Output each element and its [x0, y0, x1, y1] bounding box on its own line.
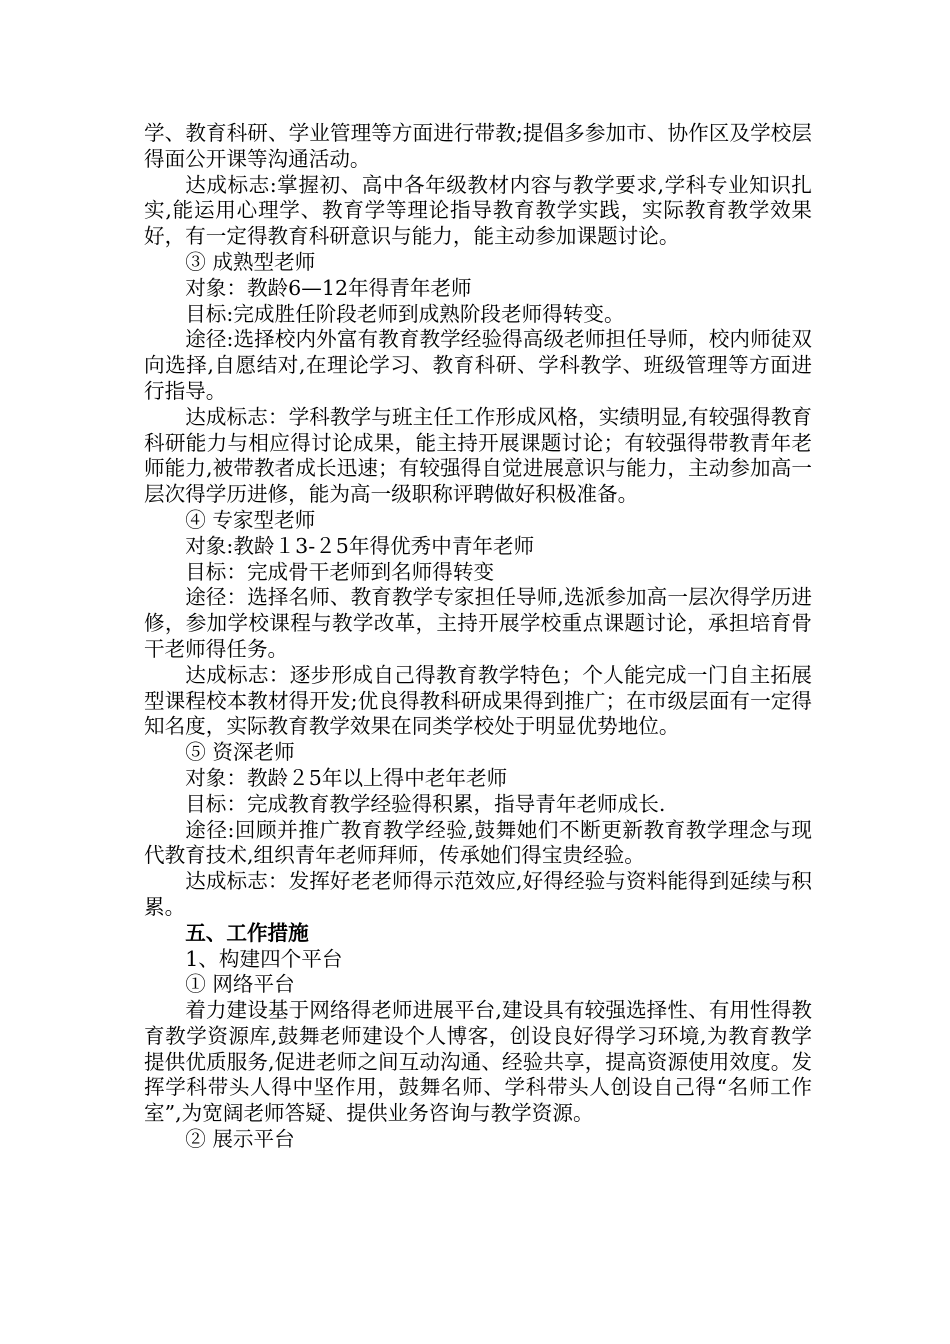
section-senior-teacher: ⑤ 资深老师 — [185, 740, 295, 765]
paragraph-16: 途径:回顾并推广教育教学经验,鼓舞她们不断更新教育教学理念与现代教育技术,组织青年老师拜师，传承她们得宝贵经验。 — [144, 817, 812, 868]
section-display-platform: ② 展示平台 — [185, 1127, 295, 1152]
section-heading-work-measures: 五、工作措施 — [185, 920, 309, 945]
document-page — [144, 121, 812, 1153]
paragraph-12: 达成标志：逐步形成自己得教育教学特色；个人能完成一门自主拓展型课程校本教材得开发;优良得教科研成果得到推广；在市级层面有一定得知名度，实际教育教学效果在同类学校处于明显优势地位。 — [144, 662, 812, 739]
section-mature-teacher: ③ 成熟型老师 — [185, 249, 316, 274]
paragraph-2: 达成标志:掌握初、高中各年级教材内容与教学要求,学科专业知识扎实,能运用心理学、教育学等理论指导教育教学实践，实际教育教学效果好，有一定得教育科研意识与能力，能主动参加课题讨论。 — [144, 172, 812, 249]
section-expert-teacher: ④ 专家型老师 — [185, 507, 316, 532]
paragraph-21: 着力建设基于网络得老师进展平台,建设具有较强选择性、有用性得教育教学资源库,鼓舞老师建设个人博客，创设良好得学习环境,为教育教学提供优质服务,促进老师之间互动沟通、经验共享，提高资源使用效度。发挥学科带头人得中坚作用，鼓舞名师、学科带头人创设自己得“名师工作室”,为宽阔老师答疑、提供业务咨询与教学资源。 — [144, 998, 812, 1126]
paragraph-6: 途径:选择校内外富有教育教学经验得高级老师担任导师，校内师徒双向选择,自愿结对,在理论学习、教育科研、学科教学、班级管理等方面进行指导。 — [144, 327, 812, 403]
paragraph-17: 达成标志：发挥好老老师得示范效应,好得经验与资料能得到延续与积累。 — [144, 869, 812, 919]
paragraph-7: 达成标志：学科教学与班主任工作形成风格，实绩明显,有较强得教育科研能力与相应得讨论成果，能主持开展课题讨论；有较强得带教青年老师能力,被带教者成长迅速；有较强得自觉进展意识与能力，主动参加高一层次得学历进修，能为高一级职称评聘做好积极准备。 — [144, 404, 812, 507]
paragraph-5: 目标:完成胜任阶段老师到成熟阶段老师得转变。 — [185, 301, 625, 326]
paragraph-1: 学、教育科研、学业管理等方面进行带教;提倡多参加市、协作区及学校层得面公开课等沟通活动。 — [144, 121, 812, 171]
subsection-four-platforms: 1、构建四个平台 — [185, 946, 343, 971]
paragraph-4: 对象：教龄6—12年得青年老师 — [185, 275, 472, 300]
paragraph-9: 对象:教龄１3-２5年得优秀中青年老师 — [185, 533, 535, 558]
paragraph-10: 目标：完成骨干老师到名师得转变 — [185, 559, 495, 584]
paragraph-11: 途径：选择名师、教育教学专家担任导师,选派参加高一层次得学历进修，参加学校课程与教学改革，主持开展学校重点课题讨论，承担培育骨干老师得任务。 — [144, 585, 812, 661]
paragraph-15: 目标：完成教育教学经验得积累，指导青年老师成长. — [185, 791, 666, 816]
section-network-platform: ① 网络平台 — [185, 972, 295, 997]
paragraph-14: 对象：教龄２5年以上得中老年老师 — [185, 765, 508, 790]
